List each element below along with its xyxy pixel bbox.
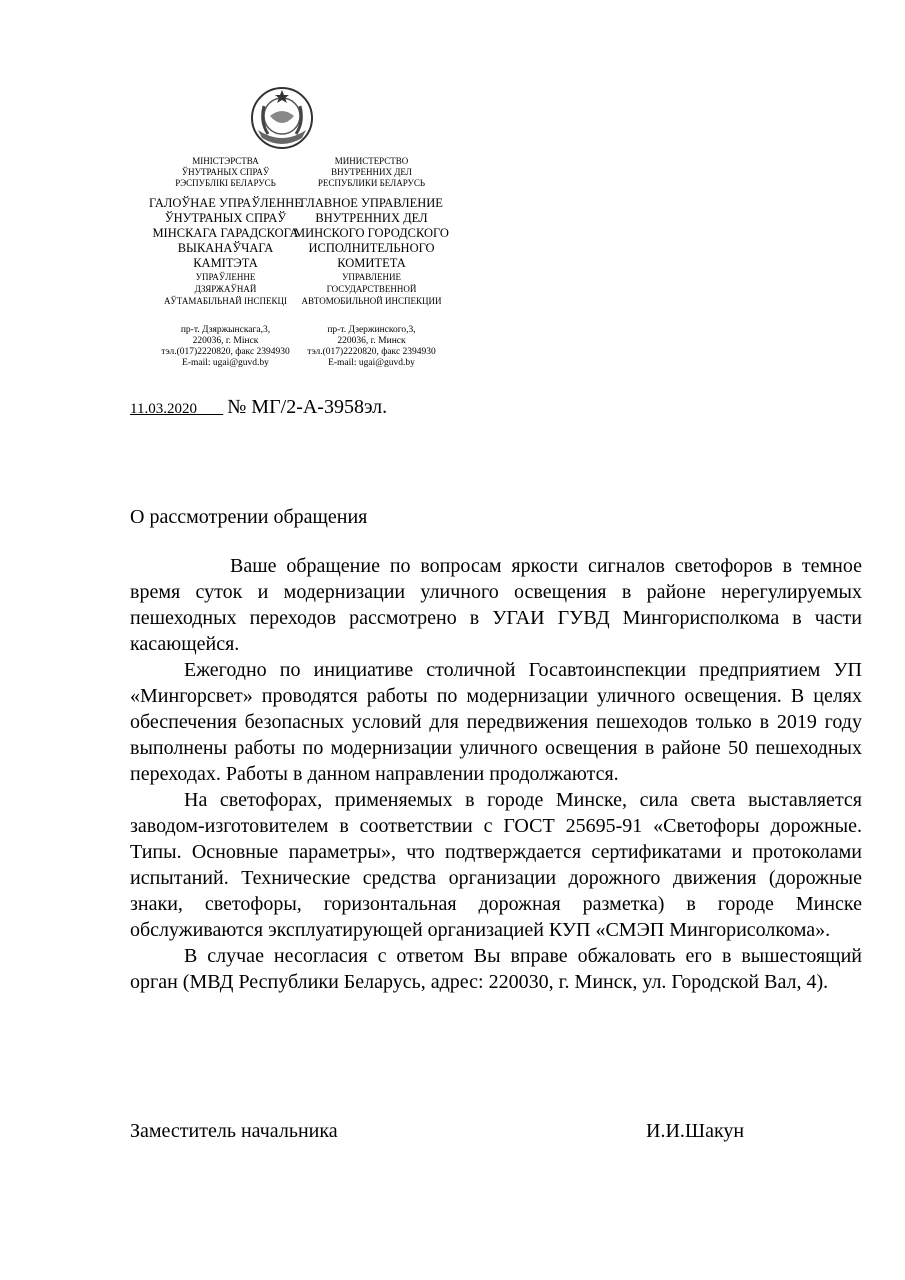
signatory-name: И.И.Шакун [646, 1120, 745, 1142]
paragraph: Ежегодно по инициативе столичной Госавтоинспекции предприятием УП «Мингорсвет» проводятся работы по модернизации уличного освещения. В целях обеспечения безопасных условий для передвижения пешеходов только в 2019 году выполнены работы по модернизации уличного освещения в районе 50 пешеходных переходах. Работы в данном направлении продолжаются. [130, 659, 862, 785]
ministry-line: ВНУТРЕННИХ ДЕЛ [331, 167, 412, 177]
date-underline [197, 401, 223, 417]
address-line: тэл.(017)2220820, факс 2394930 [307, 347, 436, 357]
registration-date: 11.03.2020 [130, 401, 197, 417]
division-line: АЎТАМАБІЛЬНАЙ ІНСПЕКЦІ [163, 296, 288, 306]
division-line: УПРАЎЛЕННЕ [195, 272, 256, 282]
address-line: тэл.(017)2220820, факс 2394930 [161, 347, 290, 357]
department-line: ВЫКАНАЎЧАГА [177, 241, 274, 255]
paragraph: В случае несогласия с ответом Вы вправе обжаловать его в вышестоящий орган (МВД Республики Беларусь, адрес: 220030, г. Минск, ул. Городской Вал, 4). [130, 945, 862, 993]
letter-body [130, 553, 862, 995]
email-line: E-mail: ugai@guvd.by [182, 358, 269, 368]
address-line: пр-т. Дзяржынскага,3, [180, 325, 271, 335]
department-line: МИНСКОГО ГОРОДСКОГО [294, 226, 449, 240]
registration-line [130, 396, 387, 419]
paragraph: Ваше обращение по вопросам яркости сигналов светофоров в темное время суток и модернизации уличного освещения в районе нерегулируемых пешеходных переходов рассмотрено в УГАИ ГУВД Мингорисполкома в части касающейся. [130, 555, 862, 655]
header-russian [284, 156, 459, 369]
state-emblem-icon [250, 86, 314, 150]
address-line: 220036, г. Мінск [192, 336, 259, 346]
letter-subject: О рассмотрении обращения [130, 506, 368, 528]
department-line: МІНСКАГА ГАРАДСКОГА [152, 226, 299, 240]
department-line: ИСПОЛНИТЕЛЬНОГО [308, 241, 435, 255]
department-line: ГАЛОЎНАЕ УПРАЎЛЕННЕ [149, 196, 302, 210]
signatory-position: Заместитель начальника [130, 1120, 338, 1142]
address-line: 220036, г. Минск [337, 336, 406, 346]
division-line: ГОСУДАРСТВЕННОЙ [326, 284, 417, 294]
ministry-line: РЭСПУБЛІКІ БЕЛАРУСЬ [175, 178, 276, 188]
ministry-line: РЕСПУБЛИКИ БЕЛАРУСЬ [317, 178, 426, 188]
email-line: E-mail: ugai@guvd.by [328, 358, 415, 368]
registration-number: № МГ/2-А-3958эл. [227, 396, 388, 418]
department-line: КАМІТЭТА [193, 256, 258, 270]
address-line: пр-т. Дзержинского,3, [327, 325, 416, 335]
department-line: ВНУТРЕННИХ ДЕЛ [315, 211, 428, 225]
ministry-line: МІНІСТЭРСТВА [192, 156, 259, 166]
paragraph: На светофорах, применяемых в городе Минске, сила света выставляется заводом-изготовителем в соответствии с ГОСТ 25695-91 «Светофоры дорожные. Типы. Основные параметры», что подтверждается сертификатами и протоколами испытаний. Технические средства организации дорожного движения (дорожные знаки, светофоры, горизонтальная дорожная разметка) в городе Минске обслуживаются эксплуатирующей организацией КУП «СМЭП Мингорисолкома». [130, 789, 862, 941]
department-line: ГЛАВНОЕ УПРАВЛЕНИЕ [300, 196, 443, 210]
division-line: АВТОМОБИЛЬНОЙ ИНСПЕКЦИИ [301, 296, 442, 306]
department-line: ЎНУТРАНЫХ СПРАЎ [164, 211, 287, 225]
ministry-line: МИНИСТЕРСТВО [334, 156, 409, 166]
division-line: ДЗЯРЖАЎНАЙ [194, 284, 257, 294]
department-line: КОМИТЕТА [337, 256, 406, 270]
ministry-line: ЎНУТРАНЫХ СПРАЎ [181, 167, 270, 177]
division-line: УПРАВЛЕНИЕ [342, 272, 401, 282]
